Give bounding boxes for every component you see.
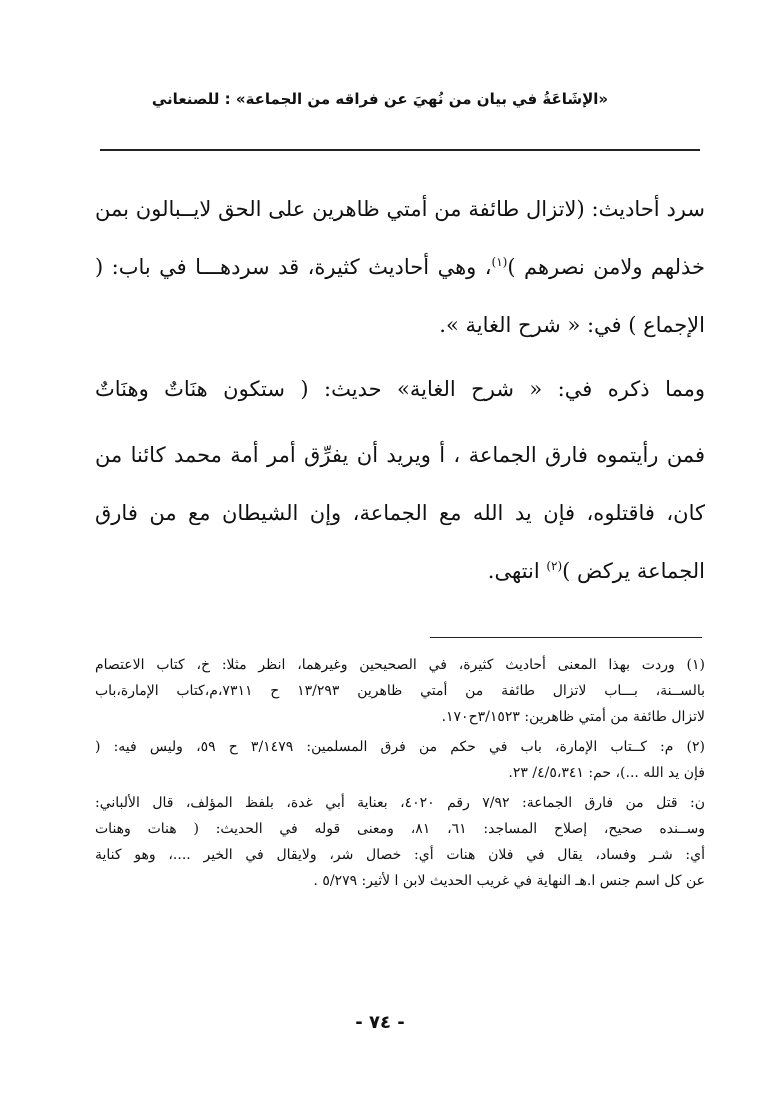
footnote-line: لاتزال طائفة من أمتي ظاهرين: ٣/١٥٢٣ح١٧٠. [441, 709, 705, 725]
footnote-ref-1[interactable]: (١) [491, 255, 508, 269]
footnote-line: أي: شـر وفساد، يقال في فلان هنات أي: خصال شر، ولايقال في الخير ....، وهو كناية [95, 847, 705, 863]
main-text [95, 180, 705, 600]
body-line: فمن رأيتموه فارق الجماعة ، أ ويريد أن يفرِّق أمر أمة محمد كائنا من [95, 443, 705, 467]
body-line-part: خذلهم ولامن نصرهم ) [507, 255, 705, 279]
body-line [95, 238, 705, 296]
footnote-divider [430, 637, 702, 638]
page-number: - ٧٤ - [355, 1012, 405, 1033]
footnote-line: ن: قتل من فارق الجماعة: ٧/٩٢ رقم ٤٠٢٠، بعناية أبي غدة، بلفظ المؤلف، قال الألباني: [95, 795, 705, 811]
footnote-line: بالســنة، بـــاب لاتزال طائفة من أمتي ظاهرين ١٣/٢٩٣ ح ٧٣١١،م،كتاب الإمارة،باب [95, 683, 706, 699]
footnote-line: عن كل اسم جنس ا.هـ النهاية في غريب الحديث لابن ا لأثير: ٥/٢٧٩ . [313, 873, 705, 889]
footnote-2-continued [95, 790, 705, 894]
footnote-line: (٢) م: كــتاب الإمارة، باب في حكم من فرق المسلمين: ٣/١٤٧٩ ح ٥٩، وليس فيه: ( [95, 739, 706, 755]
footnote-2 [95, 734, 705, 786]
footnote-1 [95, 652, 705, 730]
body-line-part: انتهى. [487, 559, 547, 583]
body-line-part: ، وهي أحاديث كثيرة، قد سردهـــا في باب: ( [95, 255, 492, 279]
footnotes [95, 652, 705, 898]
footnote-line: وســنده صحيح، إصلاح المساجد: ٦١، ٨١، ومعنى قوله في الحديث: ( هنات وهنات [95, 821, 705, 837]
body-line-part: الجماعة يركض ) [562, 559, 705, 583]
footnote-line: (١) وردت بهذا المعنى أحاديث كثيرة، في الصحيحين وغيرهما، انظر مثلا: خ، كتاب الاعتصام [95, 657, 705, 673]
footnote-ref-2[interactable]: (٢) [546, 559, 563, 573]
footnote-line: فإن يد الله ...)، حم: ٤/٥،٣٤١/ ٢٣. [508, 765, 705, 781]
running-header: «الإشَاعَةُ في بيان من نُهيَ عن فراقه من الجماعة» : للصنعاني [151, 90, 609, 108]
body-line [95, 542, 705, 600]
body-line: سرد أحاديث: (لاتزال طائفة من أمتي ظاهرين على الحق لايــبالون بمن [95, 197, 705, 221]
body-line: الإجماع ) في: « شرح الغاية ». [439, 313, 705, 337]
body-line: ومما ذكره في: « شرح الغاية» حديث: ( ستكون هنَاتٌ وهنَاتٌ [95, 377, 705, 401]
header-divider [100, 149, 700, 151]
body-line: كان، فاقتلوه، فإن يد الله مع الجماعة، وإن الشيطان مع من فارق [95, 501, 705, 525]
